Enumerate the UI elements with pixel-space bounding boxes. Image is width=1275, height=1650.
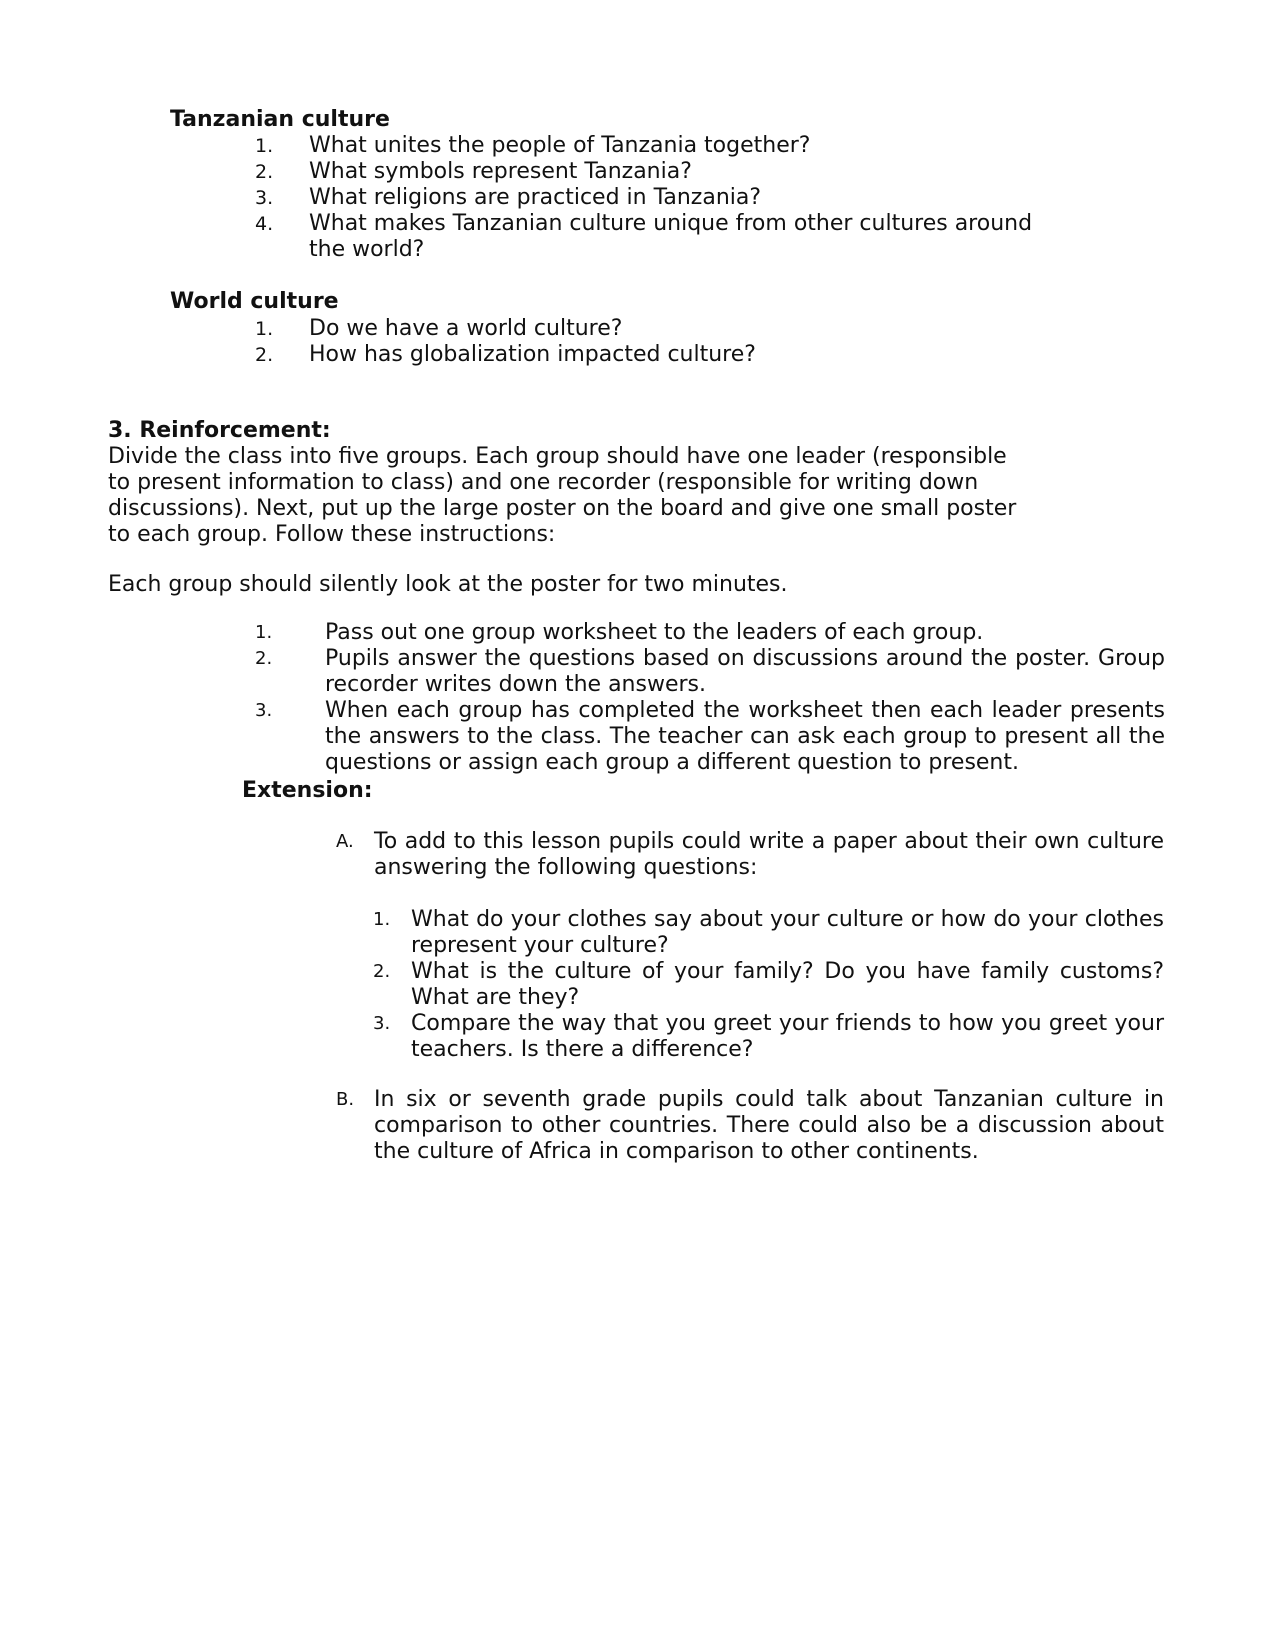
list-number: 3. bbox=[373, 1013, 391, 1034]
list-item bbox=[255, 698, 1165, 776]
tanzanian-culture-heading: Tanzanian culture bbox=[170, 107, 390, 132]
world-culture-list bbox=[170, 316, 1090, 368]
world-culture-heading: World culture bbox=[170, 289, 339, 314]
instructions-list bbox=[255, 620, 1165, 776]
extension-letter: B. bbox=[336, 1089, 355, 1110]
list-number: 1. bbox=[373, 909, 391, 930]
extension-text: In six or seventh grade pupils could talk about Tanzanian culture in comparison to other countries. There could also be a discussion about the culture of Africa in comparison to other continents. bbox=[374, 1087, 1164, 1164]
list-item bbox=[170, 316, 1090, 342]
list-number: 1. bbox=[255, 135, 274, 157]
list-text: What do your clothes say about your culture or how do your clothes represent your culture? bbox=[411, 907, 1164, 958]
extension-text: To add to this lesson pupils could write a paper about their own culture answering the following questions: bbox=[374, 829, 1164, 880]
list-number: 2. bbox=[255, 648, 273, 669]
list-item bbox=[255, 620, 1165, 646]
list-item bbox=[170, 185, 1090, 211]
extension-item-b bbox=[336, 1087, 1164, 1165]
extension-letter: A. bbox=[336, 831, 354, 852]
list-item bbox=[170, 133, 1090, 159]
extension-questions-list bbox=[373, 907, 1164, 1063]
reinforcement-paragraph: Divide the class into five groups. Each group should have one leader (responsible to present information to class) and one recorder (responsible for writing down discussions). Next, put up the large poster on the board and give one small poster to each group. Follow these instructions: bbox=[108, 444, 1017, 547]
list-item bbox=[255, 646, 1165, 698]
list-text: How has globalization impacted culture? bbox=[309, 342, 756, 367]
list-number: 2. bbox=[255, 161, 274, 183]
list-number: 1. bbox=[255, 622, 273, 643]
list-item bbox=[373, 959, 1164, 1011]
list-text: When each group has completed the worksheet then each leader presents the answers to the class. The teacher can ask each group to present all the questions or assign each group a different question to present. bbox=[325, 698, 1165, 775]
list-number: 2. bbox=[373, 961, 391, 982]
list-text: What religions are practiced in Tanzania? bbox=[309, 185, 762, 210]
instructions-intro: Each group should silently look at the poster for two minutes. bbox=[108, 572, 788, 597]
list-item bbox=[170, 211, 1090, 263]
list-item bbox=[170, 159, 1090, 185]
list-text: What makes Tanzanian culture unique from other cultures around the world? bbox=[309, 211, 1033, 262]
list-number: 4. bbox=[255, 213, 274, 235]
list-number: 3. bbox=[255, 700, 273, 721]
list-number: 3. bbox=[255, 187, 274, 209]
list-text: What is the culture of your family? Do you have family customs? What are they? bbox=[411, 959, 1164, 1010]
list-text: What symbols represent Tanzania? bbox=[309, 159, 692, 184]
list-text: Do we have a world culture? bbox=[309, 316, 623, 341]
list-text: Compare the way that you greet your friends to how you greet your teachers. Is there a difference? bbox=[411, 1011, 1164, 1062]
extension-heading: Extension: bbox=[242, 778, 373, 803]
list-text: Pass out one group worksheet to the leaders of each group. bbox=[325, 620, 984, 645]
extension-item-a bbox=[336, 829, 1164, 881]
list-text: What unites the people of Tanzania together? bbox=[309, 133, 811, 158]
list-item bbox=[170, 342, 1090, 368]
reinforcement-heading: 3. Reinforcement: bbox=[108, 418, 331, 443]
tanzanian-culture-list bbox=[170, 133, 1090, 263]
list-number: 1. bbox=[255, 318, 274, 340]
list-text: Pupils answer the questions based on discussions around the poster. Group recorder writes down the answers. bbox=[325, 646, 1165, 697]
list-number: 2. bbox=[255, 344, 274, 366]
list-item bbox=[373, 1011, 1164, 1063]
list-item bbox=[373, 907, 1164, 959]
